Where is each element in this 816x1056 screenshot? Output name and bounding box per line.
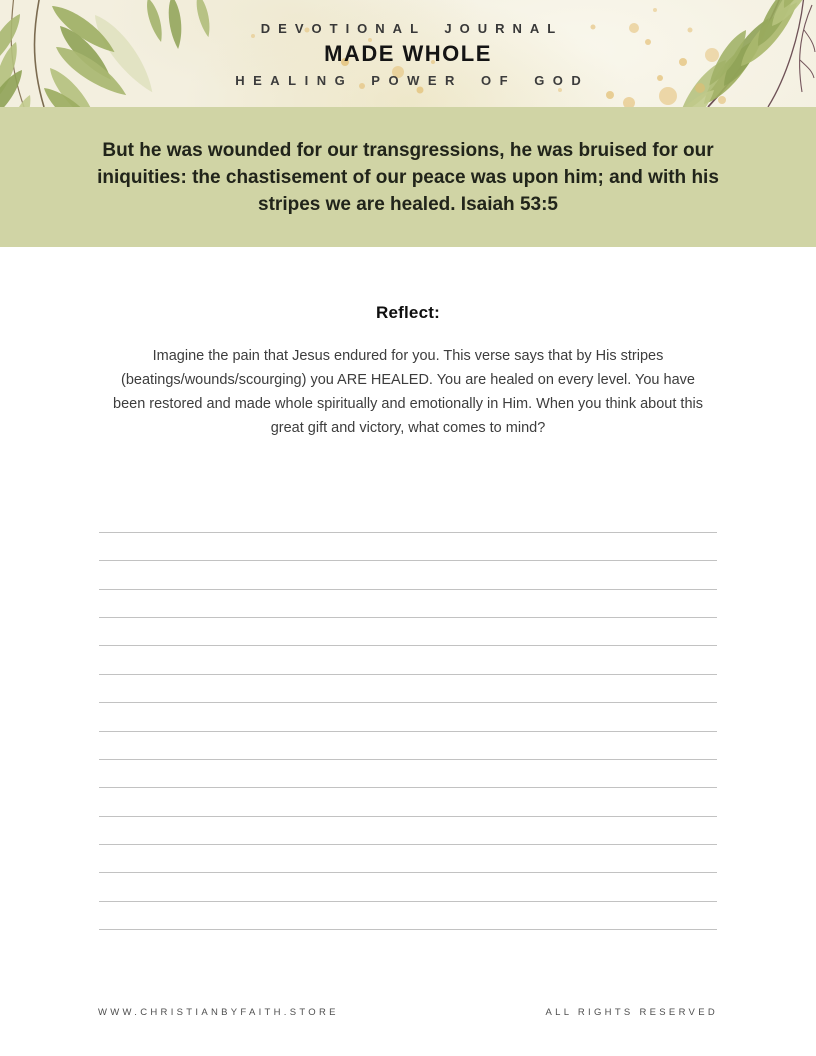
writing-line	[99, 787, 717, 815]
writing-lines-area	[99, 532, 717, 957]
bible-verse: But he was wounded for our transgressions, he was bruised for our iniquities: the chastisement of our peace was upon him; and with his stripes we are healed. Isaiah 53:5	[97, 139, 719, 215]
writing-line	[99, 816, 717, 844]
writing-line	[99, 702, 717, 730]
reflect-prompt: Imagine the pain that Jesus endured for you. This verse says that by His stripes (beatings/wounds/scourging) you ARE HEALED. You are healed on every level. You have been restored and made whole spiritually and emotionally in Him. When you think about this great gift and victory, what comes to mind?	[113, 348, 703, 436]
writing-line	[99, 617, 717, 645]
writing-line	[99, 901, 717, 929]
writing-line	[99, 929, 717, 957]
website-url: WWW.CHRISTIANBYFAITH.STORE	[98, 1007, 339, 1018]
journal-kicker: DEVOTIONAL JOURNAL	[260, 21, 564, 36]
reflect-heading: Reflect:	[376, 303, 440, 322]
verse-banner	[0, 107, 816, 247]
footer	[98, 1007, 718, 1018]
journal-title: MADE WHOLE	[324, 41, 492, 66]
writing-line	[99, 759, 717, 787]
writing-line	[99, 674, 717, 702]
writing-line	[99, 872, 717, 900]
journal-subtitle: HEALING POWER OF GOD	[235, 73, 590, 88]
writing-line	[99, 532, 717, 560]
writing-line	[99, 844, 717, 872]
writing-line	[99, 645, 717, 673]
writing-line	[99, 731, 717, 759]
writing-line	[99, 589, 717, 617]
rights-text: ALL RIGHTS RESERVED	[545, 1007, 718, 1018]
header	[0, 0, 816, 107]
writing-line	[99, 560, 717, 588]
